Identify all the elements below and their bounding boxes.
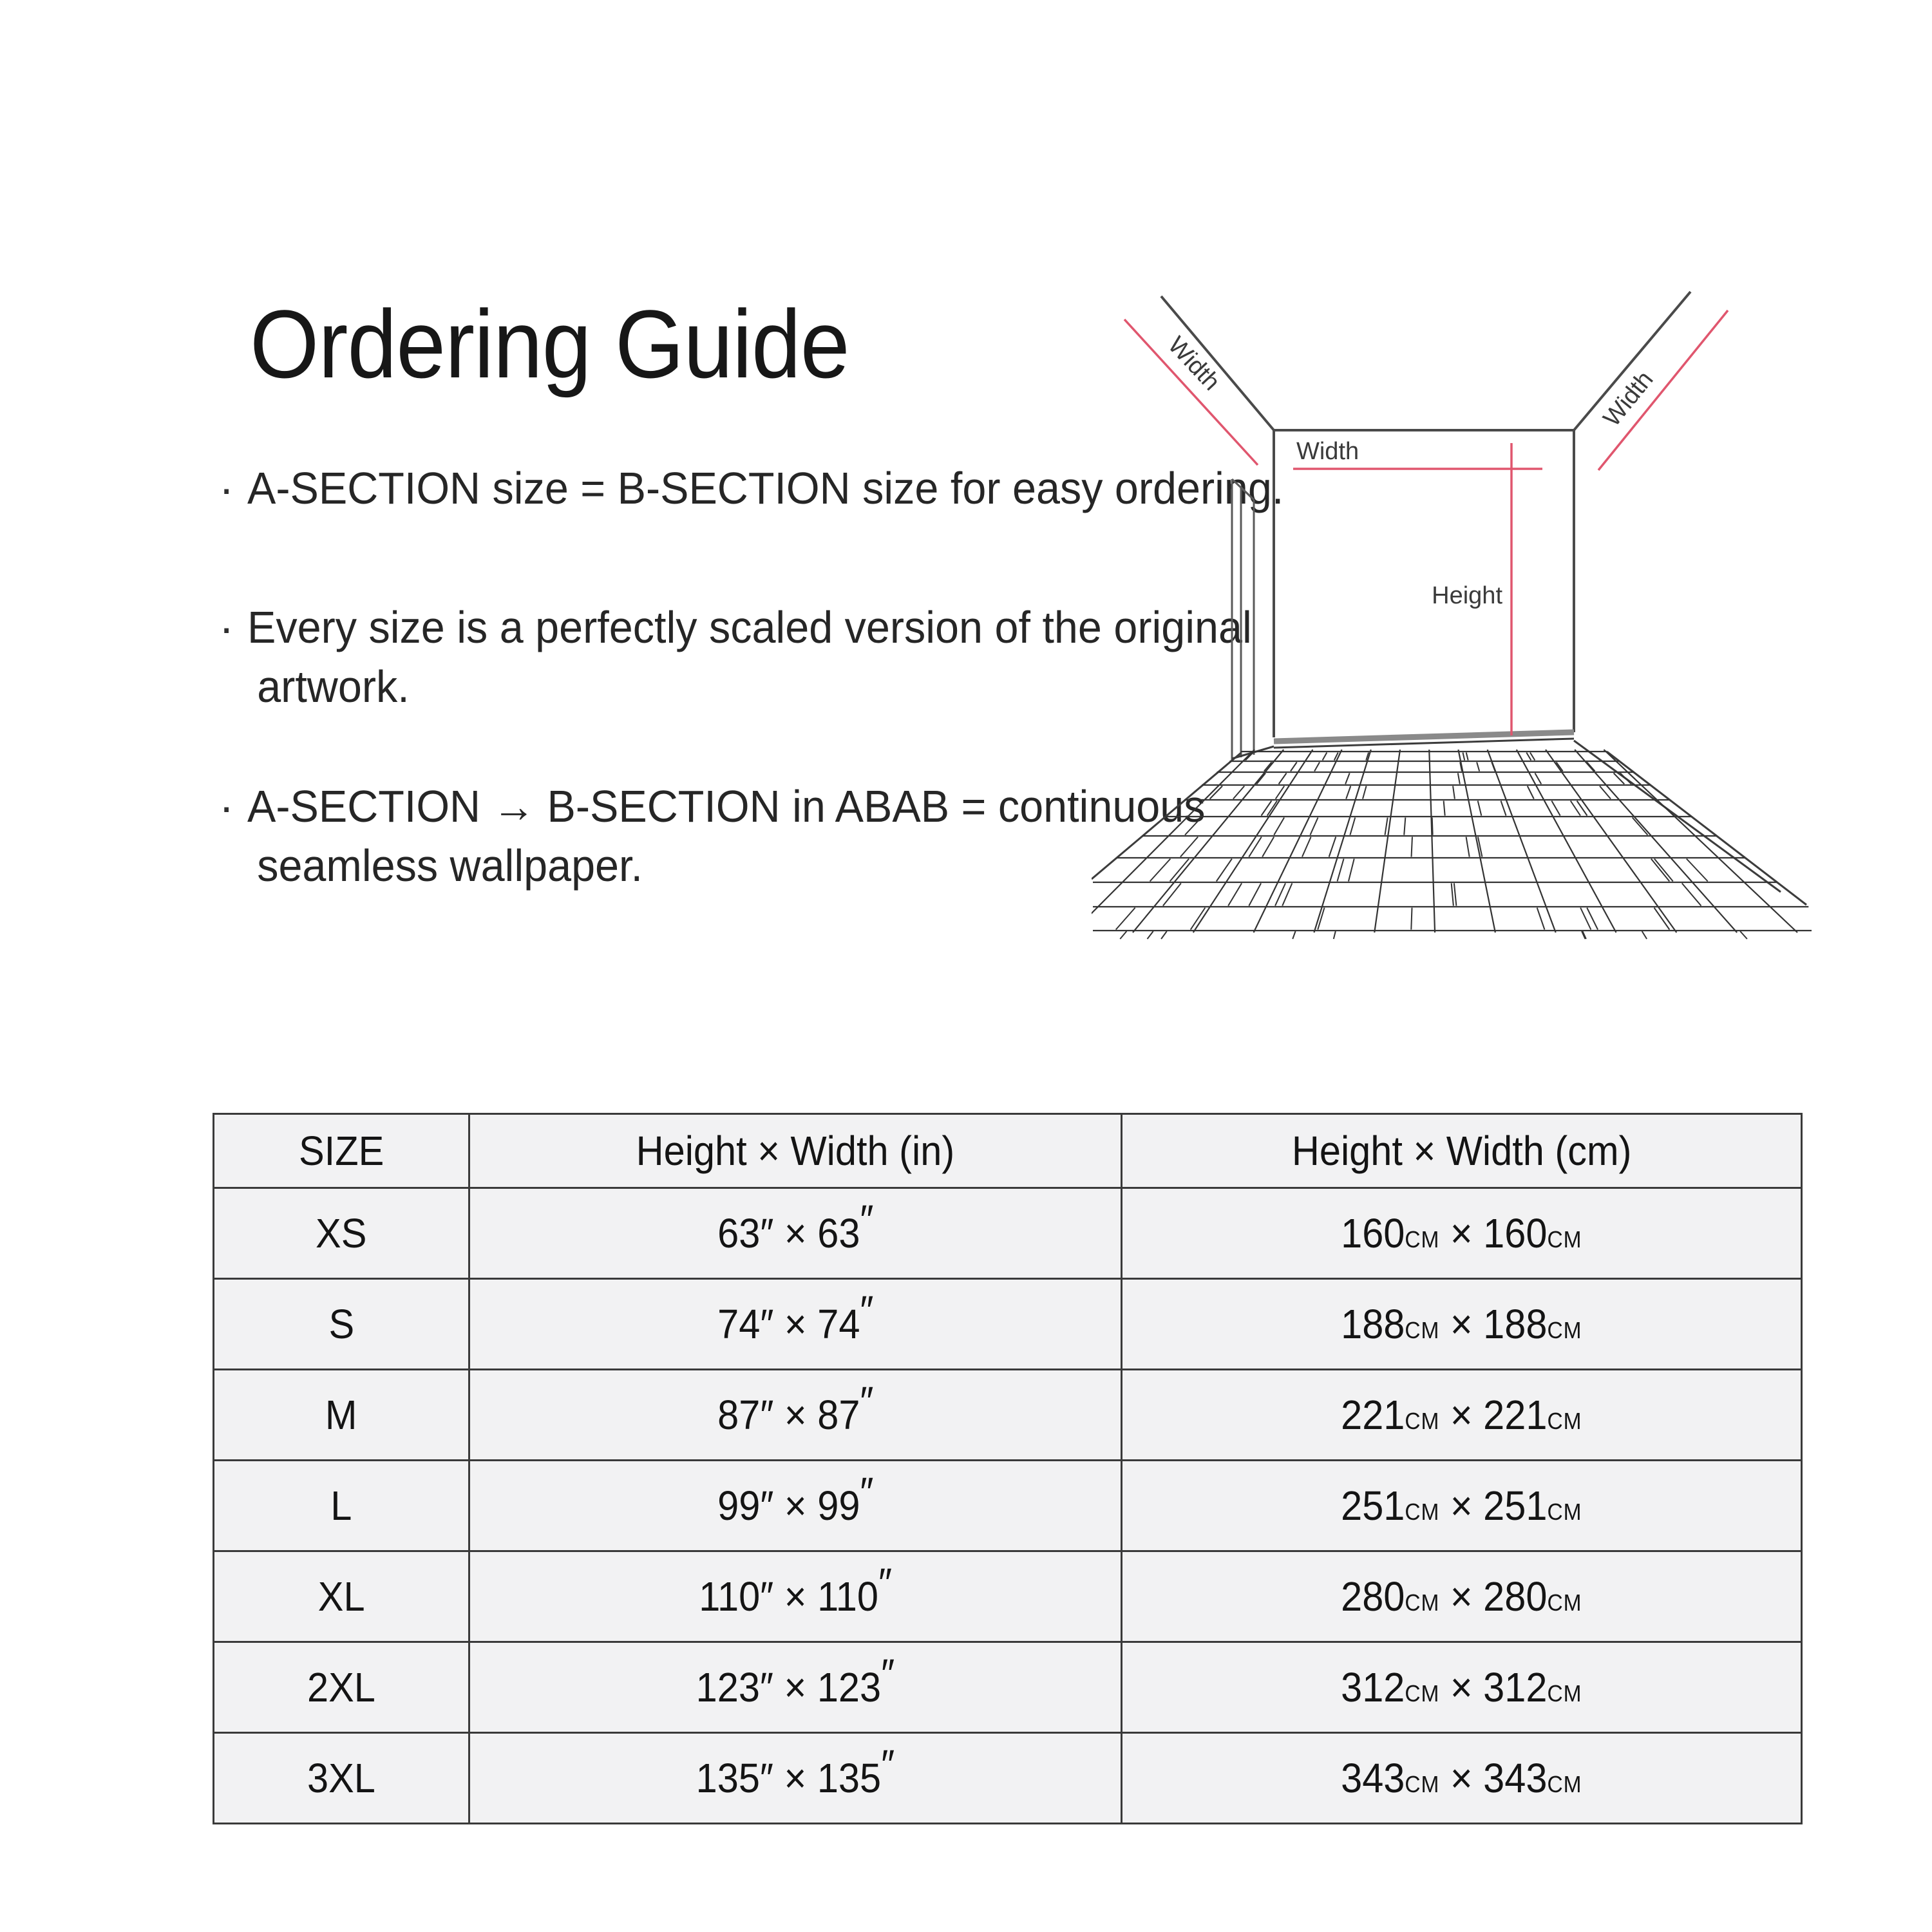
inches-cell: 135″ × 135″ xyxy=(469,1733,1122,1824)
bullet-dot-icon: · xyxy=(219,781,234,831)
table-row xyxy=(214,1370,1802,1461)
table-row xyxy=(214,1279,1802,1370)
room-perspective-diagram xyxy=(1092,287,1813,940)
diagram-label-width-top: Width xyxy=(1296,438,1359,465)
size-cell: 2XL xyxy=(214,1642,469,1733)
cm-cell: 188CM × 188CM xyxy=(1122,1279,1802,1370)
size-cell: XL xyxy=(214,1551,469,1642)
size-cell: 3XL xyxy=(214,1733,469,1824)
cm-cell: 160CM × 160CM xyxy=(1122,1188,1802,1279)
col-header-cm: Height × Width (cm) xyxy=(1122,1114,1802,1188)
size-cell: S xyxy=(214,1279,469,1370)
bullet-dot-icon: · xyxy=(219,602,234,652)
table-row xyxy=(214,1188,1802,1279)
cm-cell: 280CM × 280CM xyxy=(1122,1551,1802,1642)
bullet-text: A-SECTION → B-SECTION in ABAB = continuous xyxy=(247,781,1206,831)
door xyxy=(1232,479,1254,760)
bullet-text: A-SECTION size = B-SECTION size for easy ordering. xyxy=(247,463,1284,513)
cm-cell: 343CM × 343CM xyxy=(1122,1733,1802,1824)
bullet-text: Every size is a perfectly scaled version of the original xyxy=(247,602,1252,652)
size-cell: M xyxy=(214,1370,469,1461)
table-row xyxy=(214,1461,1802,1551)
table-row xyxy=(214,1551,1802,1642)
inches-cell: 63″ × 63″ xyxy=(469,1188,1122,1279)
bullet-dot-icon: · xyxy=(219,463,234,513)
size-cell: L xyxy=(214,1461,469,1551)
inches-cell: 99″ × 99″ xyxy=(469,1461,1122,1551)
bullet-text: seamless wallpaper. xyxy=(257,840,643,891)
col-header-inches: Height × Width (in) xyxy=(469,1114,1122,1188)
inches-cell: 123″ × 123″ xyxy=(469,1642,1122,1733)
size-table-section xyxy=(213,1113,1803,1824)
inches-cell: 87″ × 87″ xyxy=(469,1370,1122,1461)
tile-floor xyxy=(1092,750,1812,939)
inches-cell: 74″ × 74″ xyxy=(469,1279,1122,1370)
cm-cell: 221CM × 221CM xyxy=(1122,1370,1802,1461)
diagram-label-height: Height xyxy=(1432,582,1502,609)
page-title: Ordering Guide xyxy=(250,289,849,398)
size-table xyxy=(213,1113,1803,1824)
floor-edges xyxy=(1092,741,1806,905)
cm-cell: 251CM × 251CM xyxy=(1122,1461,1802,1551)
table-header-row xyxy=(214,1114,1802,1188)
diagram-label-width-left: Width xyxy=(1162,331,1226,396)
table-row xyxy=(214,1642,1802,1733)
size-cell: XS xyxy=(214,1188,469,1279)
cm-cell: 312CM × 312CM xyxy=(1122,1642,1802,1733)
table-row xyxy=(214,1733,1802,1824)
diagram-label-width-right: Width xyxy=(1598,366,1659,432)
bullet-text: artwork. xyxy=(257,661,410,712)
col-header-size: SIZE xyxy=(214,1114,469,1188)
inches-cell: 110″ × 110″ xyxy=(469,1551,1122,1642)
